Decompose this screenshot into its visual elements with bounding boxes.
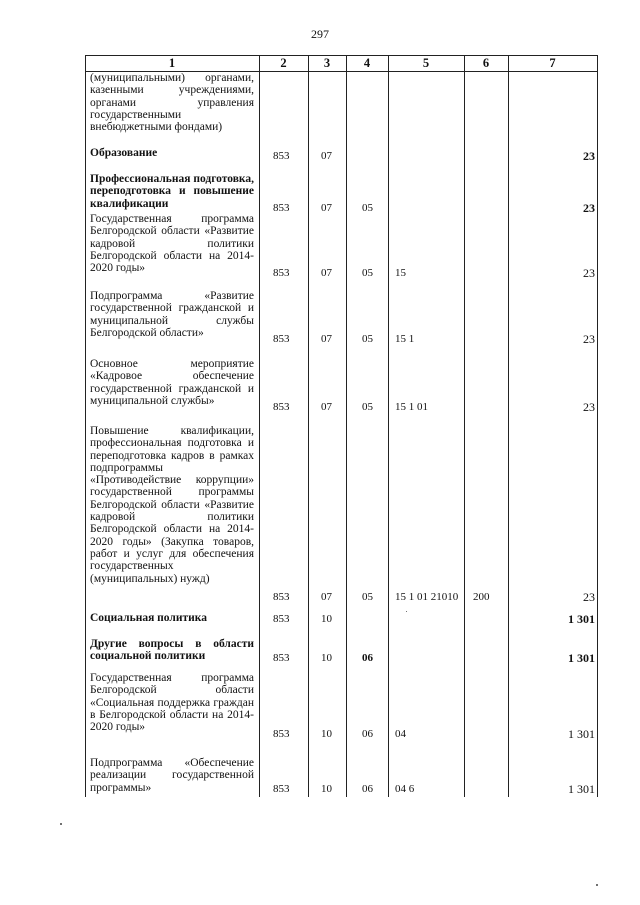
cell-section: 07 (321, 267, 332, 279)
cell-admin: 853 (273, 333, 290, 345)
cell-expense-type: 200 (473, 591, 490, 603)
column-header: 5 (422, 56, 430, 70)
col-border (464, 55, 465, 797)
cell-target: 15 1 (395, 333, 415, 345)
row-label: Профессиональная подготовка, переподготовка и повышение квалификации (90, 173, 255, 210)
cell-section: 10 (321, 652, 332, 664)
column-header: 1 (168, 56, 176, 70)
cell-admin: 853 (273, 652, 290, 664)
cell-target: 04 (395, 728, 406, 740)
budget-table (85, 55, 598, 797)
row-label: Государственная программа Белгородской области «Развитие кадровой политики Белгородской области на 2014-2020 годы» (90, 213, 254, 275)
col-border (508, 55, 509, 797)
cell-section: 07 (321, 202, 332, 214)
cell-subsection: 06 (362, 652, 373, 664)
column-header: 3 (323, 56, 331, 70)
cell-admin: 853 (273, 202, 290, 214)
cell-target: 15 1 01 21010 (395, 591, 459, 603)
cell-section: 07 (321, 333, 332, 345)
scan-speck (406, 611, 407, 612)
cell-target: 15 1 01 (395, 401, 428, 413)
cell-admin: 853 (273, 783, 290, 795)
row-label: (муниципальными) органами, казенными учреждениями, органами управления государственными внебюджетными фондами) (90, 72, 254, 134)
col-border (308, 55, 309, 797)
cell-target: 04 6 (395, 783, 415, 795)
col-border (85, 55, 86, 797)
cell-amount: 23 (583, 201, 595, 215)
row-label: Подпрограмма «Обеспечение реализации государственной программы» (90, 757, 254, 794)
cell-amount: 23 (583, 266, 595, 280)
cell-subsection: 05 (362, 333, 373, 345)
scan-speck (596, 884, 598, 886)
cell-admin: 853 (273, 613, 290, 625)
cell-amount: 1 301 (568, 612, 595, 626)
row-label: Подпрограмма «Развитие государственной гражданской и муниципальной службы Белгородской области» (90, 290, 254, 339)
cell-amount: 1 301 (568, 782, 595, 796)
col-border (259, 55, 260, 797)
cell-subsection: 05 (362, 401, 373, 413)
col-border (388, 55, 389, 797)
page-number: 297 (311, 27, 329, 41)
cell-subsection: 05 (362, 202, 373, 214)
cell-admin: 853 (273, 150, 290, 162)
cell-amount: 23 (583, 590, 595, 604)
cell-admin: 853 (273, 401, 290, 413)
cell-amount: 1 301 (568, 727, 595, 741)
cell-section: 07 (321, 401, 332, 413)
cell-section: 07 (321, 591, 332, 603)
col-border (346, 55, 347, 797)
col-border (597, 55, 598, 797)
cell-section: 10 (321, 728, 332, 740)
cell-subsection: 06 (362, 783, 373, 795)
cell-amount: 23 (583, 400, 595, 414)
row-label: Основное мероприятие «Кадровое обеспечение государственной гражданской и муниципальной службы» (90, 358, 254, 407)
cell-admin: 853 (273, 591, 290, 603)
scan-speck (60, 823, 62, 825)
column-header: 7 (549, 56, 556, 70)
row-label: Другие вопросы в области социальной политики (90, 638, 254, 663)
cell-amount: 23 (583, 149, 595, 163)
column-header: 6 (482, 56, 490, 70)
cell-amount: 1 301 (568, 651, 595, 665)
cell-subsection: 05 (362, 591, 373, 603)
cell-subsection: 05 (362, 267, 373, 279)
row-label: Повышение квалификации, профессиональная подготовка и переподготовка кадров в рамках подпрограммы «Противодействие коррупции» государственной программы Белгородской области «Развитие кадровой политики Белгородской области на 2014-2020 годы» (Закупка товаров, работ и услуг для обеспечения государственных (муниципальных) нужд) (90, 425, 254, 585)
row-label: Государственная программа Белгородской области «Социальная поддержка граждан в Белгородской области на 2014-2020 годы» (90, 672, 254, 734)
column-header: 2 (280, 56, 287, 70)
cell-admin: 853 (273, 267, 290, 279)
cell-admin: 853 (273, 728, 290, 740)
cell-section: 10 (321, 783, 332, 795)
cell-amount: 23 (583, 332, 595, 346)
cell-target: 15 (395, 267, 406, 279)
column-header: 4 (363, 56, 371, 70)
row-label: Социальная политика (90, 612, 207, 624)
cell-subsection: 06 (362, 728, 373, 740)
row-label: Образование (90, 147, 158, 159)
cell-section: 07 (321, 150, 332, 162)
cell-section: 10 (321, 613, 332, 625)
